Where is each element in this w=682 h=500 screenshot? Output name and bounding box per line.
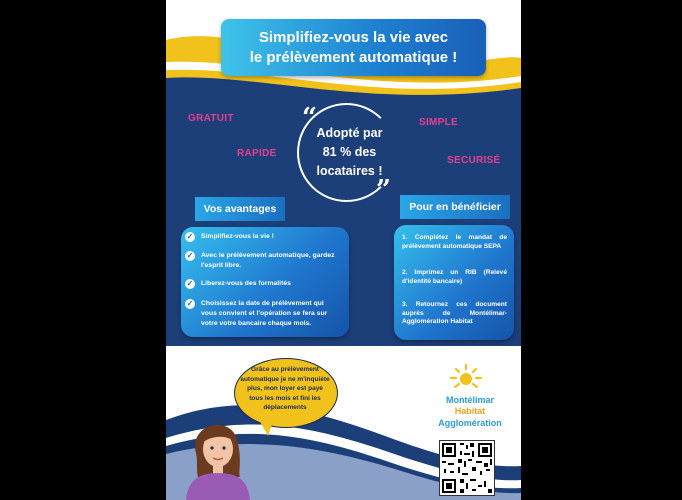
check-icon: ✓	[186, 299, 194, 308]
open-quote-icon: “	[302, 103, 317, 133]
sun-logo-icon	[448, 363, 484, 393]
benefit-heading: Pour en bénéficier	[400, 195, 510, 219]
woman-avatar-illustration	[178, 413, 258, 500]
benefit-step-2: 2. Imprimez un RIB (Relevé d'identité bancaire)	[402, 269, 507, 285]
check-icon: ✓	[186, 251, 194, 260]
advantages-panel	[181, 227, 349, 337]
benefit-panel	[394, 225, 514, 340]
advantage-item-2: Avec le prélèvement automatique, gardez l'esprit libre.	[201, 252, 335, 269]
quote-line-3: locataires !	[316, 164, 383, 178]
title-line-1: Simplifiez-vous la vie avec	[258, 28, 449, 46]
logo-line-2: Habitat	[454, 406, 486, 416]
advantages-heading: Vos avantages	[195, 197, 285, 221]
quote-line-1: Adopté par	[316, 126, 383, 140]
title-banner	[221, 19, 486, 76]
benefit-step-1: 1. Complétez le mandat de prélèvement automatique SEPA	[402, 234, 507, 250]
check-icon: ✓	[186, 232, 194, 241]
check-icon: ✓	[186, 279, 194, 288]
keyword-rapide: RAPIDE	[237, 148, 277, 159]
benefit-step-3: 3. Retournez ces document auprès de Montélimar-Agglomération Habitat	[402, 301, 507, 325]
keyword-simple: SIMPLE	[419, 117, 459, 128]
logo-line-3: Agglomération	[438, 418, 502, 428]
quote-text	[292, 124, 407, 181]
keyword-gratuit: GRATUIT	[188, 113, 234, 124]
close-quote-icon: ”	[376, 175, 391, 205]
qr-code	[439, 440, 495, 496]
advantage-item-1: Simplifiez-vous la vie !	[201, 233, 274, 240]
speech-bubble-tail	[258, 418, 274, 436]
quote-line-2: 81 % des	[322, 145, 377, 159]
logo-line-1: Montélimar	[445, 395, 494, 405]
advantage-item-4: Choisissez la date de prélèvement qui vous convient et l'opération se fera sur votre votre bancaire chaque mois.	[201, 300, 328, 327]
poster	[166, 0, 521, 500]
qr-code-icon	[440, 441, 494, 495]
speech-bubble-text: Grâce au prélèvement automatique je ne m'inquiète plus, mon loyer est payé tous les mois et fini les déplacements	[240, 366, 330, 411]
advantage-item-3: Liberez-vous des formalités	[201, 280, 291, 287]
keyword-securise: SECURISÉ	[447, 155, 501, 166]
title-line-2: le prélèvement automatique !	[249, 48, 458, 66]
